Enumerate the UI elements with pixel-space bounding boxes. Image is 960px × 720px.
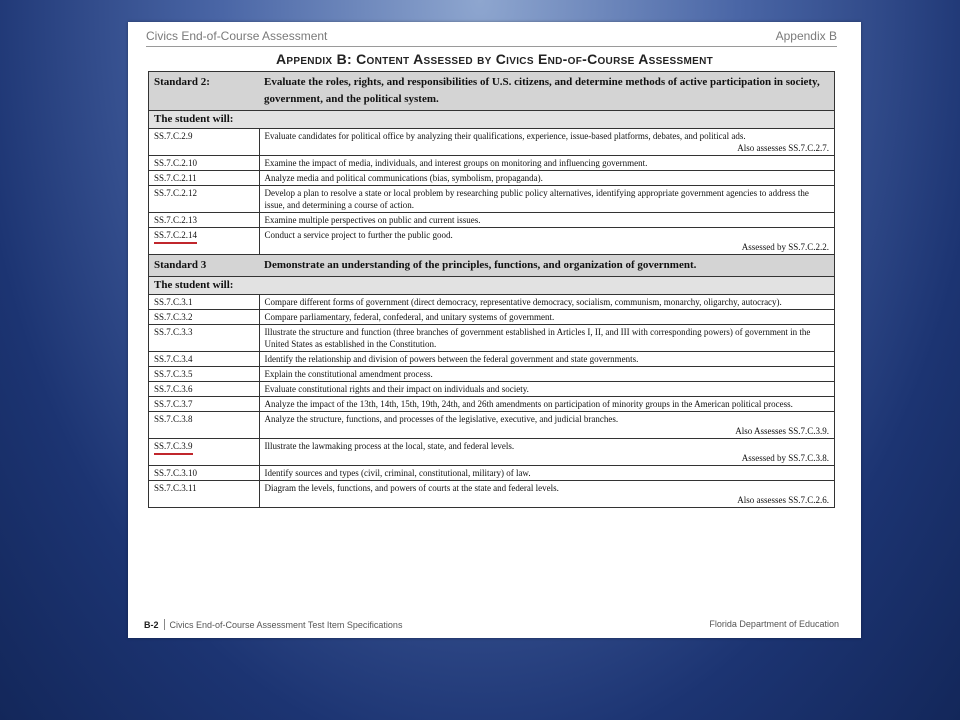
benchmark-row bbox=[149, 412, 835, 439]
benchmark-code-cell bbox=[149, 397, 260, 412]
benchmark-row bbox=[149, 439, 835, 466]
benchmark-description: Explain the constitutional amendment process. bbox=[264, 369, 433, 379]
benchmark-code: SS.7.C.3.10 bbox=[154, 468, 198, 478]
benchmark-description-cell bbox=[259, 466, 835, 481]
benchmark-description-cell bbox=[259, 481, 835, 508]
benchmark-row bbox=[149, 156, 835, 171]
benchmark-row bbox=[149, 325, 835, 352]
benchmark-row bbox=[149, 186, 835, 213]
content-table bbox=[148, 71, 835, 508]
benchmark-code-cell bbox=[149, 171, 260, 186]
header-right: Appendix B bbox=[775, 29, 837, 43]
benchmark-code-cell bbox=[149, 186, 260, 213]
benchmark-row bbox=[149, 171, 835, 186]
benchmark-description-cell bbox=[259, 412, 835, 439]
standard-label: Standard 3 bbox=[149, 255, 260, 277]
benchmark-description: Analyze media and political communications (bias, symbolism, propaganda). bbox=[264, 173, 543, 183]
benchmark-code: SS.7.C.3.1 bbox=[154, 297, 193, 307]
benchmark-description: Illustrate the structure and function (three branches of government established in Articles I, II, and III with corresponding powers) of government in the United States as established in the Constitution. bbox=[264, 327, 811, 349]
benchmark-code-cell bbox=[149, 213, 260, 228]
benchmark-note: Assessed by SS.7.C.2.2. bbox=[741, 242, 829, 252]
benchmark-description: Compare different forms of government (direct democracy, representative democracy, socialism, communism, monarchy, oligarchy, autocracy). bbox=[264, 297, 782, 307]
benchmark-description: Compare parliamentary, federal, confederal, and unitary systems of government. bbox=[264, 312, 555, 322]
benchmark-row bbox=[149, 466, 835, 481]
benchmark-description: Develop a plan to resolve a state or local problem by researching public policy alternatives, identifying appropriate government agencies to address the issue, and determining a course of action. bbox=[264, 188, 809, 210]
benchmark-description-cell bbox=[259, 367, 835, 382]
benchmark-description: Evaluate candidates for political office by analyzing their qualifications, experience, issue-based platforms, debates, and political ads. bbox=[264, 131, 746, 141]
student-will-label: The student will: bbox=[149, 111, 835, 129]
document-page bbox=[128, 22, 861, 638]
benchmark-note: Also assesses SS.7.C.2.6. bbox=[737, 495, 829, 505]
benchmark-description-cell bbox=[259, 156, 835, 171]
benchmark-code-cell bbox=[149, 382, 260, 397]
benchmark-row bbox=[149, 213, 835, 228]
benchmark-note: Also Assesses SS.7.C.3.9. bbox=[735, 426, 829, 436]
benchmark-description: Diagram the levels, functions, and powers of courts at the state and federal levels. bbox=[264, 483, 559, 493]
benchmark-description-cell bbox=[259, 382, 835, 397]
standard-text: Demonstrate an understanding of the principles, functions, and organization of government. bbox=[259, 255, 835, 277]
benchmark-row bbox=[149, 367, 835, 382]
benchmark-description-cell bbox=[259, 129, 835, 156]
benchmark-row bbox=[149, 129, 835, 156]
benchmark-row bbox=[149, 397, 835, 412]
page-footer bbox=[144, 619, 839, 630]
benchmark-code: SS.7.C.3.6 bbox=[154, 384, 193, 394]
benchmark-description-cell bbox=[259, 325, 835, 352]
student-will-row bbox=[149, 277, 835, 295]
page-number: B-2 bbox=[144, 620, 159, 630]
benchmark-description: Examine the impact of media, individuals, and interest groups on monitoring and influencing government. bbox=[264, 158, 648, 168]
benchmark-note: Assessed by SS.7.C.3.8. bbox=[741, 453, 829, 463]
benchmark-row bbox=[149, 352, 835, 367]
benchmark-description-cell bbox=[259, 228, 835, 255]
standard-label: Standard 2: bbox=[149, 72, 260, 111]
benchmark-description: Examine multiple perspectives on public and current issues. bbox=[264, 215, 481, 225]
student-will-row bbox=[149, 111, 835, 129]
benchmark-code: SS.7.C.3.11 bbox=[154, 483, 197, 493]
benchmark-code: SS.7.C.3.4 bbox=[154, 354, 193, 364]
benchmark-note: Also assesses SS.7.C.2.7. bbox=[737, 143, 829, 153]
benchmark-description-cell bbox=[259, 186, 835, 213]
benchmark-code-cell bbox=[149, 325, 260, 352]
footer-divider bbox=[164, 619, 165, 630]
benchmark-code-cell bbox=[149, 439, 260, 466]
benchmark-description: Analyze the structure, functions, and processes of the legislative, executive, and judicial branches. bbox=[264, 414, 619, 424]
standard-text: Evaluate the roles, rights, and responsibilities of U.S. citizens, and determine methods of active participation in society, government, and the political system. bbox=[259, 72, 835, 111]
benchmark-code: SS.7.C.2.9 bbox=[154, 131, 193, 141]
benchmark-description: Evaluate constitutional rights and their impact on individuals and society. bbox=[264, 384, 529, 394]
header-left: Civics End-of-Course Assessment bbox=[146, 29, 328, 43]
student-will-label: The student will: bbox=[149, 277, 835, 295]
benchmark-row bbox=[149, 310, 835, 325]
footer-right: Florida Department of Education bbox=[709, 619, 839, 629]
benchmark-code-cell bbox=[149, 481, 260, 508]
standard-2-rows bbox=[149, 129, 835, 255]
benchmark-code: SS.7.C.2.12 bbox=[154, 188, 198, 198]
benchmark-row bbox=[149, 481, 835, 508]
standard-2-header bbox=[149, 72, 835, 111]
appendix-title: Appendix B: Content Assessed by Civics End-of-Course Assessment bbox=[275, 51, 714, 67]
benchmark-code: SS.7.C.3.3 bbox=[154, 327, 193, 337]
benchmark-code-cell bbox=[149, 156, 260, 171]
benchmark-code: SS.7.C.2.11 bbox=[154, 173, 197, 183]
benchmark-code-cell bbox=[149, 352, 260, 367]
benchmark-code: SS.7.C.3.7 bbox=[154, 399, 193, 409]
benchmark-description-cell bbox=[259, 439, 835, 466]
benchmark-code: SS.7.C.3.5 bbox=[154, 369, 193, 379]
benchmark-description: Analyze the impact of the 13th, 14th, 15th, 19th, 24th, and 26th amendments on participation of minority groups in the American political process. bbox=[264, 399, 793, 409]
benchmark-description: Identify the relationship and division of powers between the federal government and state governments. bbox=[264, 354, 639, 364]
benchmark-row bbox=[149, 382, 835, 397]
benchmark-code-cell bbox=[149, 129, 260, 156]
benchmark-code-cell bbox=[149, 412, 260, 439]
benchmark-code-cell bbox=[149, 310, 260, 325]
benchmark-code-cell bbox=[149, 466, 260, 481]
benchmark-description-cell bbox=[259, 213, 835, 228]
benchmark-description: Illustrate the lawmaking process at the local, state, and federal levels. bbox=[264, 441, 515, 451]
benchmark-code: SS.7.C.2.10 bbox=[154, 158, 198, 168]
benchmark-code: SS.7.C.2.13 bbox=[154, 215, 198, 225]
benchmark-description-cell bbox=[259, 171, 835, 186]
footer-left: Civics End-of-Course Assessment Test Item Specifications bbox=[169, 620, 403, 630]
standard-3-header bbox=[149, 255, 835, 277]
benchmark-description: Conduct a service project to further the public good. bbox=[264, 230, 453, 240]
benchmark-code: SS.7.C.3.2 bbox=[154, 312, 193, 322]
benchmark-description-cell bbox=[259, 310, 835, 325]
benchmark-description-cell bbox=[259, 397, 835, 412]
benchmark-code-cell bbox=[149, 367, 260, 382]
benchmark-description-cell bbox=[259, 295, 835, 310]
benchmark-code-cell bbox=[149, 295, 260, 310]
benchmark-row bbox=[149, 295, 835, 310]
running-header bbox=[146, 28, 837, 47]
benchmark-code: SS.7.C.3.9 bbox=[154, 440, 193, 455]
benchmark-description-cell bbox=[259, 352, 835, 367]
standard-3-rows bbox=[149, 295, 835, 508]
benchmark-row bbox=[149, 228, 835, 255]
benchmark-code: SS.7.C.3.8 bbox=[154, 414, 193, 424]
benchmark-description: Identify sources and types (civil, criminal, constitutional, military) of law. bbox=[264, 468, 531, 478]
benchmark-code-cell bbox=[149, 228, 260, 255]
benchmark-code: SS.7.C.2.14 bbox=[154, 229, 197, 244]
